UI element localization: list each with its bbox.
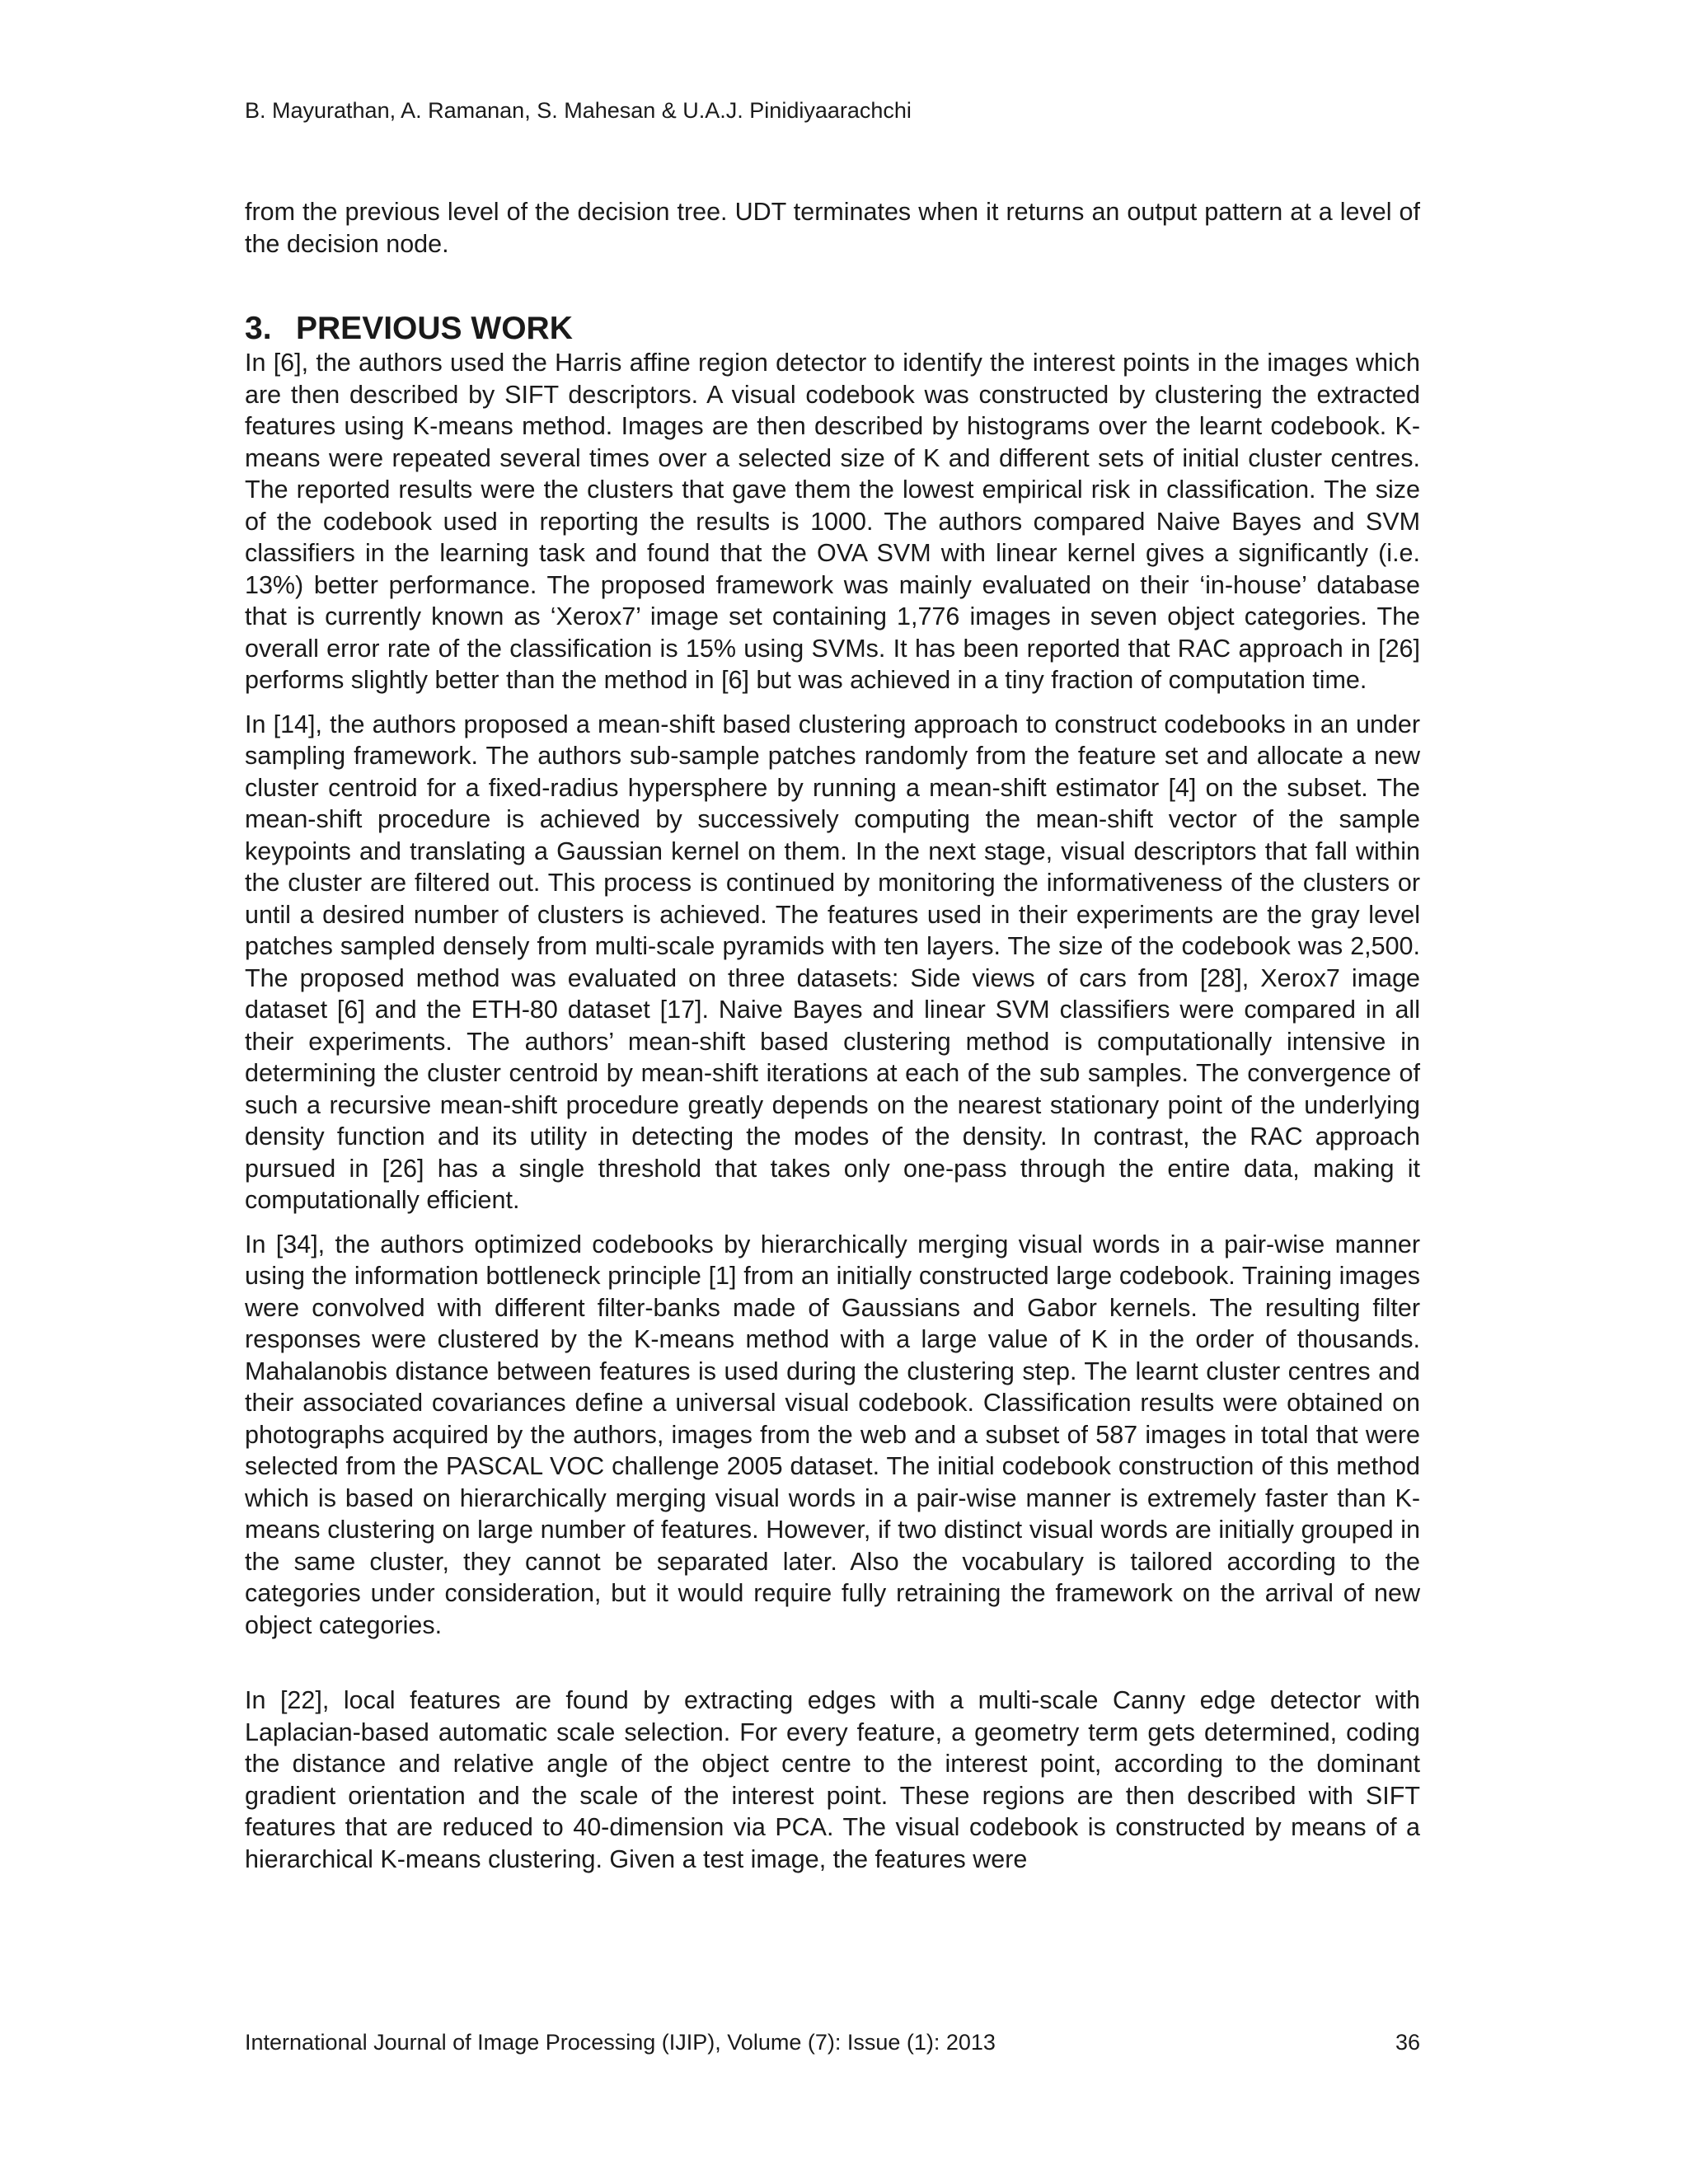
paragraph-ref-34: In [34], the authors optimized codebooks by hierarchically merging visual words in a pair-wise manner using the information bottleneck principle [1] from an initially constructed large codebook. Training images were convolved with different filter-banks made of Gaussians and Gabor kernels. The resulting filter responses were clustered by the K-means method with a large value of K in the order of thousands. Mahalanobis distance between features is used during the clustering step. The learnt cluster centres and their associated covariances define a universal visual codebook. Classification results were obtained on photographs acquired by the authors, images from the web and a subset of 587 images in total that were selected from the PASCAL VOC challenge 2005 dataset. The initial codebook construction of this method which is based on hierarchically merging visual words in a pair-wise manner is extremely faster than K-means clustering on large number of features. However, if two distinct visual words are initially grouped in the same cluster, they cannot be separated later. Also the vocabulary is tailored according to the categories under consideration, but it would require fully retraining the framework on the arrival of new object categories. (245, 1230, 1420, 1639)
page-footer (245, 2029, 1420, 2055)
paragraph-ref-22: In [22], local features are found by extracting edges with a multi-scale Canny edge detector with Laplacian-based automatic scale selection. For every feature, a geometry term gets determined, coding the distance and relative angle of the object centre to the interest point, according to the dominant gradient orientation and the scale of the interest point. These regions are then described with SIFT features that are reduced to 40-dimension via PCA. The visual codebook is constructed by means of a hierarchical K-means clustering. Given a test image, the features were (245, 1686, 1420, 1873)
footer-journal: International Journal of Image Processing (IJIP), Volume (7): Issue (1): 2013 (245, 2030, 996, 2055)
header-authors: B. Mayurathan, A. Ramanan, S. Mahesan & U.A.J. Pinidiyaarachchi (245, 98, 912, 123)
section-heading (245, 310, 573, 348)
page-number: 36 (1395, 2030, 1420, 2055)
paragraph-ref-14: In [14], the authors proposed a mean-shift based clustering approach to construct codebooks in an under sampling framework. The authors sub-sample patches randomly from the feature set and allocate a new cluster centroid for a fixed-radius hypersphere by running a mean-shift estimator [4] on the subset. The mean-shift procedure is achieved by successively computing the mean-shift vector of the sample keypoints and translating a Gaussian kernel on them. In the next stage, visual descriptors that fall within the cluster are filtered out. This process is continued by monitoring the informativeness of the clusters or until a desired number of clusters is achieved. The features used in their experiments are the gray level patches sampled densely from multi-scale pyramids with ten layers. The size of the codebook was 2,500. The proposed method was evaluated on three datasets: Side views of cars from [28], Xerox7 image dataset [6] and the ETH-80 dataset [17]. Naive Bayes and linear SVM classifiers were compared in all their experiments. The authors’ mean-shift based clustering method is computationally intensive in determining the cluster centroid by mean-shift iterations at each of the sub samples. The convergence of such a recursive mean-shift procedure greatly depends on the nearest stationary point of the underlying density function and its utility in detecting the modes of the density. In contrast, the RAC approach pursued in [26] has a single threshold that takes only one-pass through the entire data, making it computationally efficient. (245, 710, 1420, 1214)
section-body (245, 347, 1420, 1887)
section-number: 3. (245, 311, 272, 346)
intro-paragraph: from the previous level of the decision tree. UDT terminates when it returns an output pattern at a level of the decision node. (245, 198, 1420, 258)
section-title: PREVIOUS WORK (296, 311, 573, 346)
running-header (245, 97, 912, 124)
paragraph-ref-6: In [6], the authors used the Harris affine region detector to identify the interest points in the images which are then described by SIFT descriptors. A visual codebook was constructed by clustering the extracted features using K-means method. Images are then described by histograms over the learnt codebook. K-means were repeated several times over a selected size of K and different sets of initial cluster centres. The reported results were the clusters that gave them the lowest empirical risk in classification. The size of the codebook used in reporting the results is 1000. The authors compared Naive Bayes and SVM classifiers in the learning task and found that the OVA SVM with linear kernel gives a significantly (i.e. 13%) better performance. The proposed framework was mainly evaluated on their ‘in-house’ database that is currently known as ‘Xerox7’ image set containing 1,776 images in seven object categories. The overall error rate of the classification is 15% using SVMs. It has been reported that RAC approach in [26] performs slightly better than the method in [6] but was achieved in a tiny fraction of computation time. (245, 349, 1420, 694)
